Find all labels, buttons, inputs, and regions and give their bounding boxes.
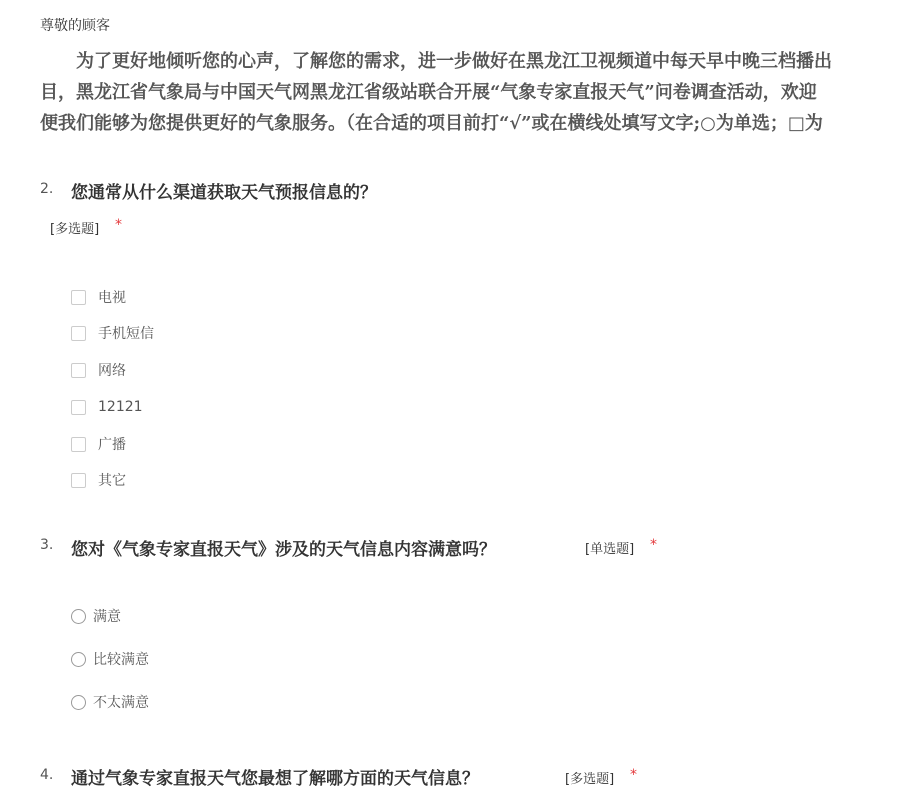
intro-line: 目，黑龙江省气象局与中国天气网黑龙江省级站联合开展“气象专家直报天气”问卷调查活动，欢迎 (40, 82, 817, 103)
option-fairly-satisfied[interactable] (71, 649, 149, 669)
option-satisfied[interactable] (71, 606, 121, 626)
checkbox[interactable] (71, 363, 86, 378)
intro-paragraph (40, 46, 900, 139)
option-not-very-satisfied[interactable] (71, 692, 149, 712)
option-label: 电视 (98, 290, 126, 306)
option-label: 不太满意 (93, 695, 149, 711)
required-marker: * (115, 217, 122, 233)
option-label: 网络 (98, 363, 126, 379)
option-label: 手机短信 (98, 326, 154, 342)
option-label: 12121 (98, 399, 143, 415)
checkbox[interactable] (71, 290, 86, 305)
option-label: 广播 (98, 437, 126, 453)
question-type-badge: [多选题] (50, 222, 100, 237)
radio-button[interactable] (71, 695, 86, 710)
option-sms[interactable] (71, 323, 154, 343)
option-web[interactable] (71, 360, 126, 380)
greeting-text: 尊敬的顾客 (40, 18, 110, 34)
intro-line: 为了更好地倾听您的心声，了解您的需求，进一步做好在黑龙江卫视频道中每天早中晚三档播出 (40, 51, 832, 72)
question-type-badge: [多选题] (565, 772, 615, 787)
question-type-badge: [单选题] (585, 542, 635, 557)
option-label: 满意 (93, 609, 121, 625)
intro-line: 便我们能够为您提供更好的气象服务。（在合适的项目前打“√”或在横线处填写文字;○为单选；□为 (40, 113, 823, 134)
question-number: 3. (40, 537, 54, 553)
option-12121[interactable] (71, 397, 143, 417)
checkbox[interactable] (71, 473, 86, 488)
option-radio-broadcast[interactable] (71, 434, 126, 454)
question-title: 您通常从什么渠道获取天气预报信息的？ (71, 183, 377, 203)
option-label: 比较满意 (93, 652, 149, 668)
radio-button[interactable] (71, 652, 86, 667)
option-tv[interactable] (71, 287, 126, 307)
checkbox[interactable] (71, 400, 86, 415)
option-other[interactable] (71, 470, 126, 490)
radio-button[interactable] (71, 609, 86, 624)
option-label: 其它 (98, 473, 126, 489)
required-marker: * (630, 767, 637, 783)
question-title: 通过气象专家直报天气您最想了解哪方面的天气信息？ (71, 769, 479, 789)
checkbox[interactable] (71, 326, 86, 341)
checkbox[interactable] (71, 437, 86, 452)
question-title: 您对《气象专家直报天气》涉及的天气信息内容满意吗？ (71, 540, 496, 560)
required-marker: * (650, 537, 657, 553)
question-number: 2. (40, 181, 54, 197)
question-number: 4. (40, 767, 54, 783)
